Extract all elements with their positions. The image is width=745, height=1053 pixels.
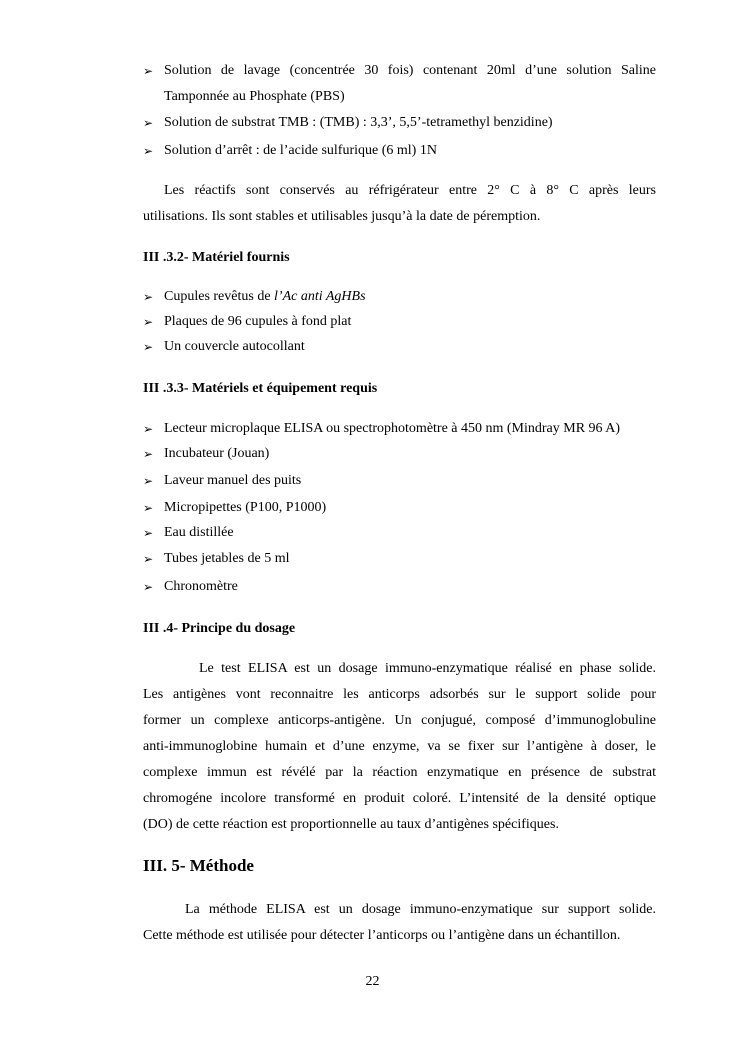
paragraph-line: Les antigènes vont reconnaitre les anticorps adsorbés sur le support solide pour [143,687,656,702]
arrow-bullet-icon: ➢ [143,315,154,329]
paragraph-line: (DO) de cette réaction est proportionnelle au taux d’antigènes spécifiques. [143,817,559,832]
paragraph-line: complexe immun est révélé par la réaction enzymatique en présence de substrat [143,765,656,780]
list-item-text-italic: l’Ac anti AgHBs [274,289,366,304]
arrow-bullet-icon: ➢ [143,552,154,566]
arrow-bullet-icon: ➢ [143,422,154,436]
paragraph-line: former un complexe anticorps-antigène. Un conjugué, composé d’immunoglobuline [143,713,656,728]
arrow-bullet-icon: ➢ [143,340,154,354]
arrow-bullet-icon: ➢ [143,290,154,304]
list-item [143,63,656,79]
list-item [143,473,656,489]
list-item-text: Tamponnée au Phosphate (PBS) [164,89,345,104]
list-item-text: Tubes jetables de 5 ml [164,551,290,566]
arrow-bullet-icon: ➢ [143,144,154,158]
arrow-bullet-icon: ➢ [143,501,154,515]
section-heading: III .3.2- Matériel fournis [143,250,290,265]
list-item-text: Solution d’arrêt : de l’acide sulfurique (6 ml) 1N [164,143,437,158]
arrow-bullet-icon: ➢ [143,116,154,130]
list-item-text: Plaques de 96 cupules à fond plat [164,314,352,329]
list-item-text: Solution de substrat TMB : (TMB) : 3,3’, 5,5’-tetramethyl benzidine) [164,115,553,130]
list-item [143,421,656,437]
paragraph-line: Les réactifs sont conservés au réfrigérateur entre 2° C à 8° C après leurs [164,183,656,198]
list-item [143,115,656,131]
list-item [143,289,656,305]
principle-paragraph [143,656,656,838]
arrow-bullet-icon: ➢ [143,64,154,78]
list-item-text-prefix: Cupules revêtus de [164,289,275,304]
list-item-text: Laveur manuel des puits [164,473,302,488]
list-item-text: Eau distillée [164,525,234,540]
arrow-bullet-icon: ➢ [143,447,154,461]
list-item [143,551,656,567]
storage-paragraph [143,183,656,225]
paragraph-line: chromogéne incolore transformé en produit coloré. L’intensité de la densité optique [143,791,656,806]
list-item-text: Lecteur microplaque ELISA ou spectrophotomètre à 450 nm (Mindray MR 96 A) [164,421,621,436]
list-item-text: Solution de lavage (concentrée 30 fois) contenant 20ml d’une solution Saline [164,63,656,78]
page-number: 22 [365,974,380,989]
list-item [143,579,656,595]
section-heading: III .4- Principe du dosage [143,621,296,636]
list-item [143,500,656,516]
method-paragraph [143,897,656,949]
list-item-text: Incubateur (Jouan) [164,446,270,461]
list-item-text [164,289,656,305]
arrow-bullet-icon: ➢ [143,580,154,594]
paragraph-line: utilisations. Ils sont stables et utilisables jusqu’à la date de péremption. [143,209,541,224]
list-item-text: Chronomètre [164,579,238,594]
list-item [143,143,656,159]
list-item [143,446,656,462]
page-title: III. 5- Méthode [143,856,254,875]
list-item-text: Micropipettes (P100, P1000) [164,500,327,515]
list-item [143,339,656,355]
paragraph-line: La méthode ELISA est un dosage immuno-enzymatique sur support solide. [185,902,656,917]
paragraph-line: Cette méthode est utilisée pour détecter l’anticorps ou l’antigène dans un échantillon. [143,928,621,943]
list-item [143,314,656,330]
section-heading: III .3.3- Matériels et équipement requis [143,381,378,396]
arrow-bullet-icon: ➢ [143,526,154,540]
list-item [143,525,656,541]
list-item-text: Un couvercle autocollant [164,339,305,354]
list-item-continuation [143,89,656,105]
arrow-bullet-icon: ➢ [143,474,154,488]
paragraph-line: anti-immunoglobine humain et d’une enzyme, va se fixer sur l’antigène à doser, le [143,739,656,754]
paragraph-line: Le test ELISA est un dosage immuno-enzymatique réalisé en phase solide. [199,661,656,676]
